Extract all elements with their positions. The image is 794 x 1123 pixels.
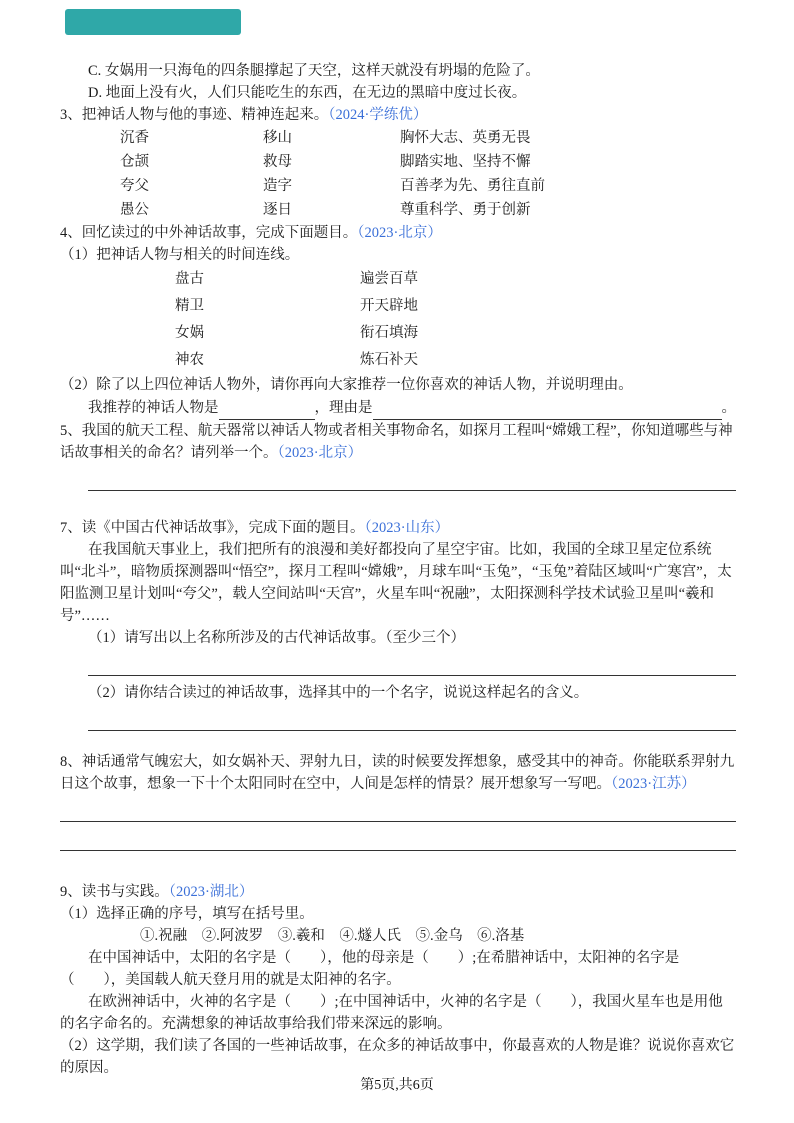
q9-para2: 在欧洲神话中，火神的名字是（ ）;在中国神话中，火神的名字是（ ），我国火星车也是用他的名字命名的。充满想象的神话故事给我们带来深远的影响。	[60, 994, 723, 1032]
q3-stem	[60, 104, 736, 126]
match-deed: 移山	[263, 130, 292, 146]
answer-rule	[88, 468, 736, 491]
q4-sub1: （1）把神话人物与相关的时间连线。	[60, 247, 300, 263]
q9-stem	[60, 881, 736, 903]
match-person: 盘古	[175, 271, 204, 287]
match-deed: 遍尝百草	[360, 271, 418, 287]
teal-highlight-block	[65, 9, 241, 35]
match-row	[120, 150, 736, 174]
match-spirit: 脚踏实地、坚持不懈	[400, 154, 531, 170]
answer-rule	[60, 828, 736, 851]
q8-stem-text: 8、神话通常气魄宏大，如女娲补天、羿射九日，读的时候要发挥想象，感受其中的神奇。你能联系羿射九日这个故事，想象一下十个太阳同时在空中，人间是怎样的情景？展开想象写一写吧。	[60, 754, 735, 792]
match-pair	[175, 320, 736, 347]
answer-rule	[88, 653, 736, 676]
q7-passage: 在我国航天事业上，我们把所有的浪漫和美好都投向了星空宇宙。比如，我国的全球卫星定位系统叫“北斗”，暗物质探测器叫“悟空”，探月工程叫“嫦娥”，月球车叫“玉兔”，“玉兔”着陆区域叫“广寒宫”，太阳监测卫星计划叫“夸父”，载人空间站叫“天宫”，火星车叫“祝融”，太阳探测科学技术试验卫星叫“羲和号”……	[60, 542, 732, 624]
q7-stem	[60, 517, 736, 539]
page-footer: 第5页,共6页	[360, 1078, 434, 1093]
match-spirit: 尊重科学、勇于创新	[400, 202, 531, 218]
option-d: D. 地面上没有火，人们只能吃生的东西，在无边的黑暗中度过长夜。	[88, 85, 527, 101]
answer-blank	[219, 401, 315, 420]
q5-source: （2023·北京）	[277, 445, 363, 461]
q4-source: （2023·北京）	[357, 225, 442, 241]
q7-sub2: （2）请你结合读过的神话故事，选择其中的一个名字，说说这样起名的含义。	[88, 685, 589, 701]
answer-rule	[60, 799, 736, 822]
match-person: 夸父	[120, 178, 149, 194]
match-person: 愚公	[120, 202, 149, 218]
q5-stem-text: 5、我国的航天工程、航天器常以神话人物或者相关事物命名，如探月工程叫“嫦娥工程”，你知道哪些与神话故事相关的命名？请列举一个。	[60, 423, 733, 461]
match-deed: 衔石填海	[360, 325, 418, 341]
q3-source: （2024·学练优）	[328, 107, 428, 123]
match-row	[120, 198, 736, 222]
answer-mid: ，理由是	[314, 400, 373, 416]
match-deed: 逐日	[263, 202, 292, 218]
answer-rule	[88, 708, 736, 731]
q7-stem-text: 7、读《中国古代神话故事》，完成下面的题目。	[60, 520, 365, 536]
q9-para1: 在中国神话中，太阳的名字是（ ），他的母亲是（ ）;在希腊神话中，太阳神的名字是（ ），美国载人航天登月用的就是太阳神的名字。	[60, 950, 680, 988]
match-person: 精卫	[175, 298, 204, 314]
q4-sub2: （2）除了以上四位神话人物外，请你再向大家推荐一位你喜欢的神话人物，并说明理由。	[60, 377, 633, 393]
q5-stem	[60, 420, 736, 464]
q7-sub1: （1）请写出以上名称所涉及的古代神话故事。（至少三个）	[88, 630, 465, 646]
match-deed: 造字	[263, 178, 292, 194]
q8-stem	[60, 751, 736, 795]
answer-end: 。	[721, 400, 736, 416]
match-person: 沉香	[120, 130, 149, 146]
match-deed: 炼石补天	[360, 352, 418, 368]
q9-sub1: （1）选择正确的序号，填写在括号里。	[60, 906, 314, 922]
q3-stem-text: 3、把神话人物与他的事迹、精神连起来。	[60, 107, 329, 123]
match-pair	[175, 347, 736, 374]
match-deed: 开天辟地	[360, 298, 418, 314]
match-pair	[175, 266, 736, 293]
match-pair	[175, 293, 736, 320]
q4-stem	[60, 222, 736, 244]
q8-source: （2023·江苏）	[611, 776, 696, 792]
q4-answer-line	[60, 396, 736, 420]
answer-prefix: 我推荐的神话人物是	[88, 400, 219, 416]
match-row	[120, 126, 736, 150]
match-person: 神农	[175, 352, 204, 368]
match-spirit: 胸怀大志、英勇无畏	[400, 130, 531, 146]
answer-blank	[373, 401, 722, 420]
q9-options: ①.祝融 ②.阿波罗 ③.羲和 ④.燧人氏 ⑤.金乌 ⑥.洛基	[140, 928, 525, 944]
q9-stem-text: 9、读书与实践。	[60, 884, 169, 900]
q7-source: （2023·山东）	[364, 520, 450, 536]
q4-stem-text: 4、回忆读过的中外神话故事，完成下面题目。	[60, 225, 358, 241]
match-deed: 救母	[263, 154, 292, 170]
q9-sub2: （2）这学期，我们读了各国的一些神话故事，在众多的神话故事中，你最喜欢的人物是谁？说说你喜欢它的原因。	[60, 1038, 735, 1076]
match-person: 女娲	[175, 325, 204, 341]
match-spirit: 百善孝为先、勇往直前	[400, 178, 545, 194]
q9-source: （2023·湖北）	[168, 884, 254, 900]
match-person: 仓颉	[120, 154, 149, 170]
match-row	[120, 174, 736, 198]
option-c: C. 女娲用一只海龟的四条腿撑起了天空，这样天就没有坍塌的危险了。	[88, 63, 540, 79]
